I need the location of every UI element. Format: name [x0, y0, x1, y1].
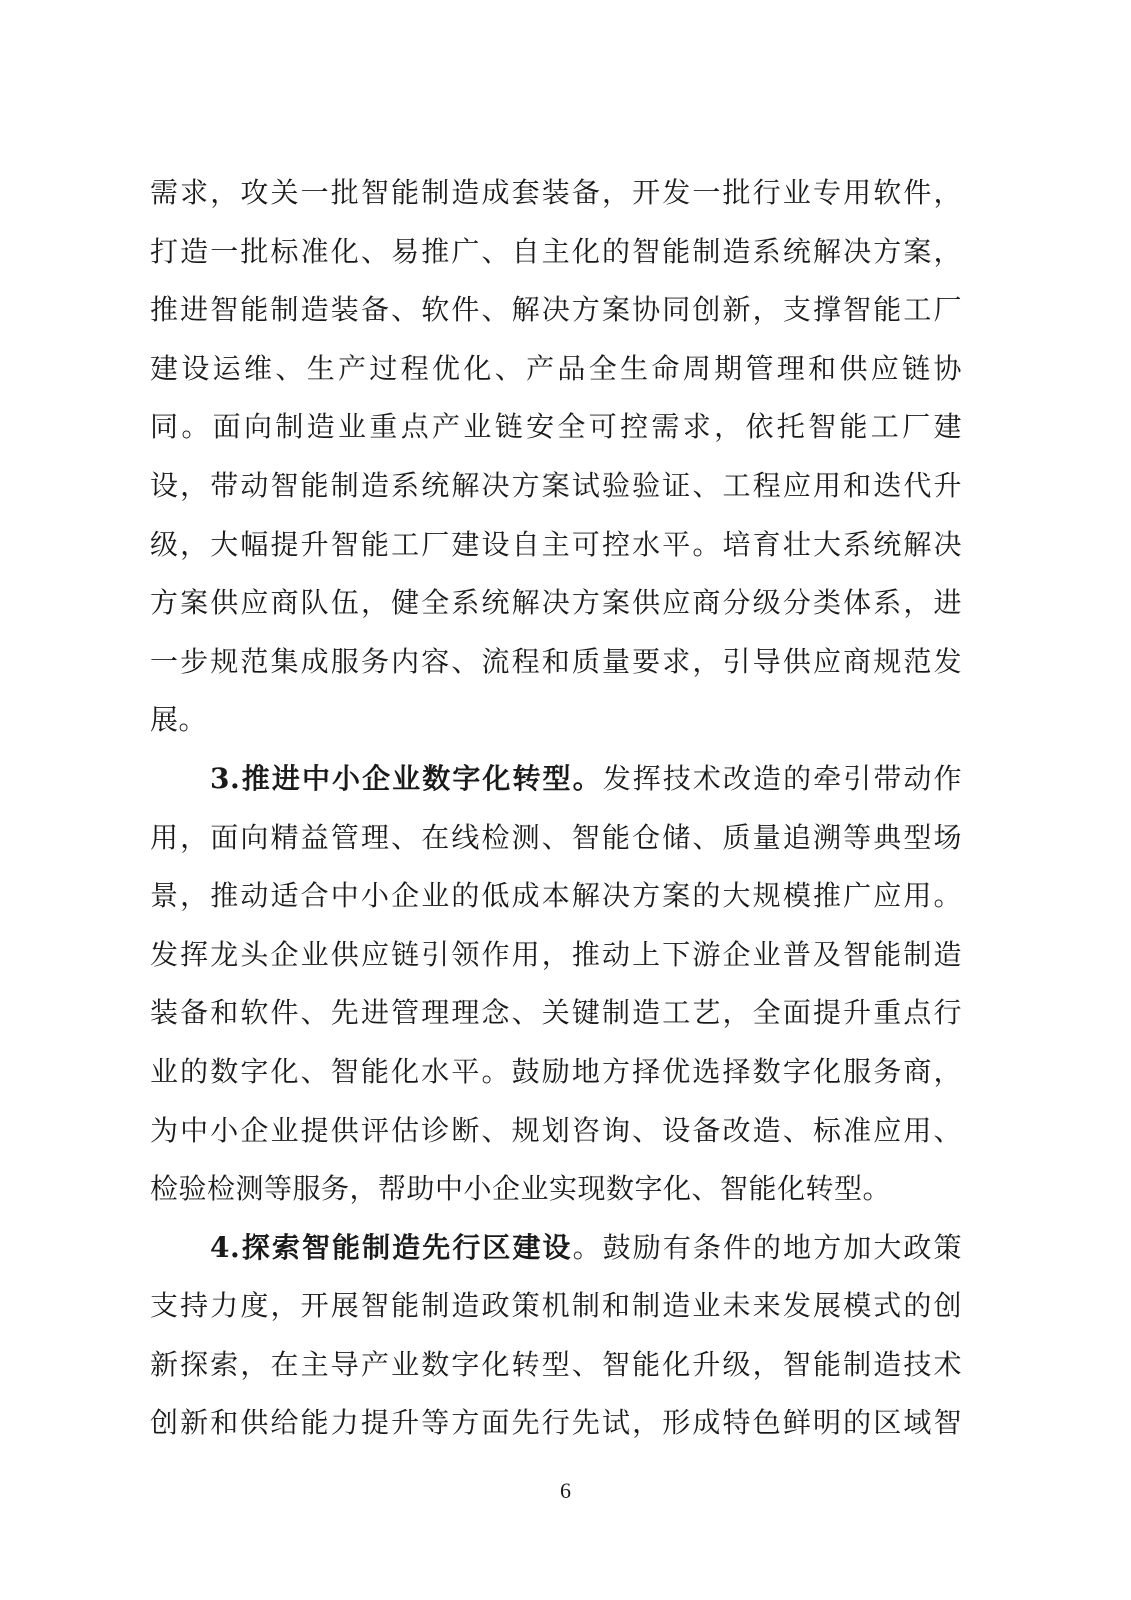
text-line: 展。 [150, 703, 208, 737]
text-line: 用，面向精益管理、在线检测、智能仓储、质量追溯等典型场 [150, 820, 962, 854]
text-line: 推进智能制造装备、软件、解决方案协同创新，支撑智能工厂 [150, 293, 962, 327]
text-line: 业的数字化、智能化水平。鼓励地方择优选择数字化服务商， [150, 1054, 962, 1088]
text-line: 建设运维、生产过程优化、产品全生命周期管理和供应链协 [150, 351, 962, 385]
heading-followup-text: 。鼓励有条件的地方加大政策 [572, 1230, 962, 1264]
paragraph-pilot-zone [150, 1219, 962, 1453]
text-line: 打造一批标准化、易推广、自主化的智能制造系统解决方案， [150, 234, 962, 268]
paragraph-sme-digital-transformation [150, 750, 962, 1219]
text-line: 为中小企业提供评估诊断、规划咨询、设备改造、标准应用、 [150, 1113, 962, 1147]
text-line: 新探索，在主导产业数字化转型、智能化升级，智能制造技术 [150, 1347, 962, 1381]
text-line: 一步规范集成服务内容、流程和质量要求，引导供应商规范发 [150, 644, 962, 678]
text-line: 创新和供给能力提升等方面先行先试，形成特色鲜明的区域智 [150, 1406, 962, 1440]
text-line: 设，带动智能制造系统解决方案试验验证、工程应用和迭代升 [150, 468, 962, 502]
paragraph-continuation [150, 164, 962, 750]
text-line [150, 1219, 962, 1278]
section-heading: 4.探索智能制造先行区建设 [210, 1230, 573, 1264]
heading-followup-text: 发挥技术改造的牵引带动作 [602, 761, 962, 795]
text-line [150, 750, 962, 809]
document-body [150, 164, 962, 1453]
page-number: 6 [560, 1478, 571, 1503]
text-line: 检验检测等服务，帮助中小企业实现数字化、智能化转型。 [150, 1172, 892, 1206]
text-line: 发挥龙头企业供应链引领作用，推动上下游企业普及智能制造 [150, 937, 962, 971]
text-line: 支持力度，开展智能制造政策机制和制造业未来发展模式的创 [150, 1289, 962, 1323]
text-line: 同。面向制造业重点产业链安全可控需求，依托智能工厂建 [150, 410, 962, 444]
section-heading: 3.推进中小企业数字化转型。 [210, 761, 603, 795]
text-line: 级，大幅提升智能工厂建设自主可控水平。培育壮大系统解决 [150, 527, 962, 561]
text-line: 景，推动适合中小企业的低成本解决方案的大规模推广应用。 [150, 879, 962, 913]
text-line: 装备和软件、先进管理理念、关键制造工艺，全面提升重点行 [150, 996, 962, 1030]
text-line: 方案供应商队伍，健全系统解决方案供应商分级分类体系，进 [150, 586, 962, 620]
text-line: 需求，攻关一批智能制造成套装备，开发一批行业专用软件， [150, 176, 962, 209]
